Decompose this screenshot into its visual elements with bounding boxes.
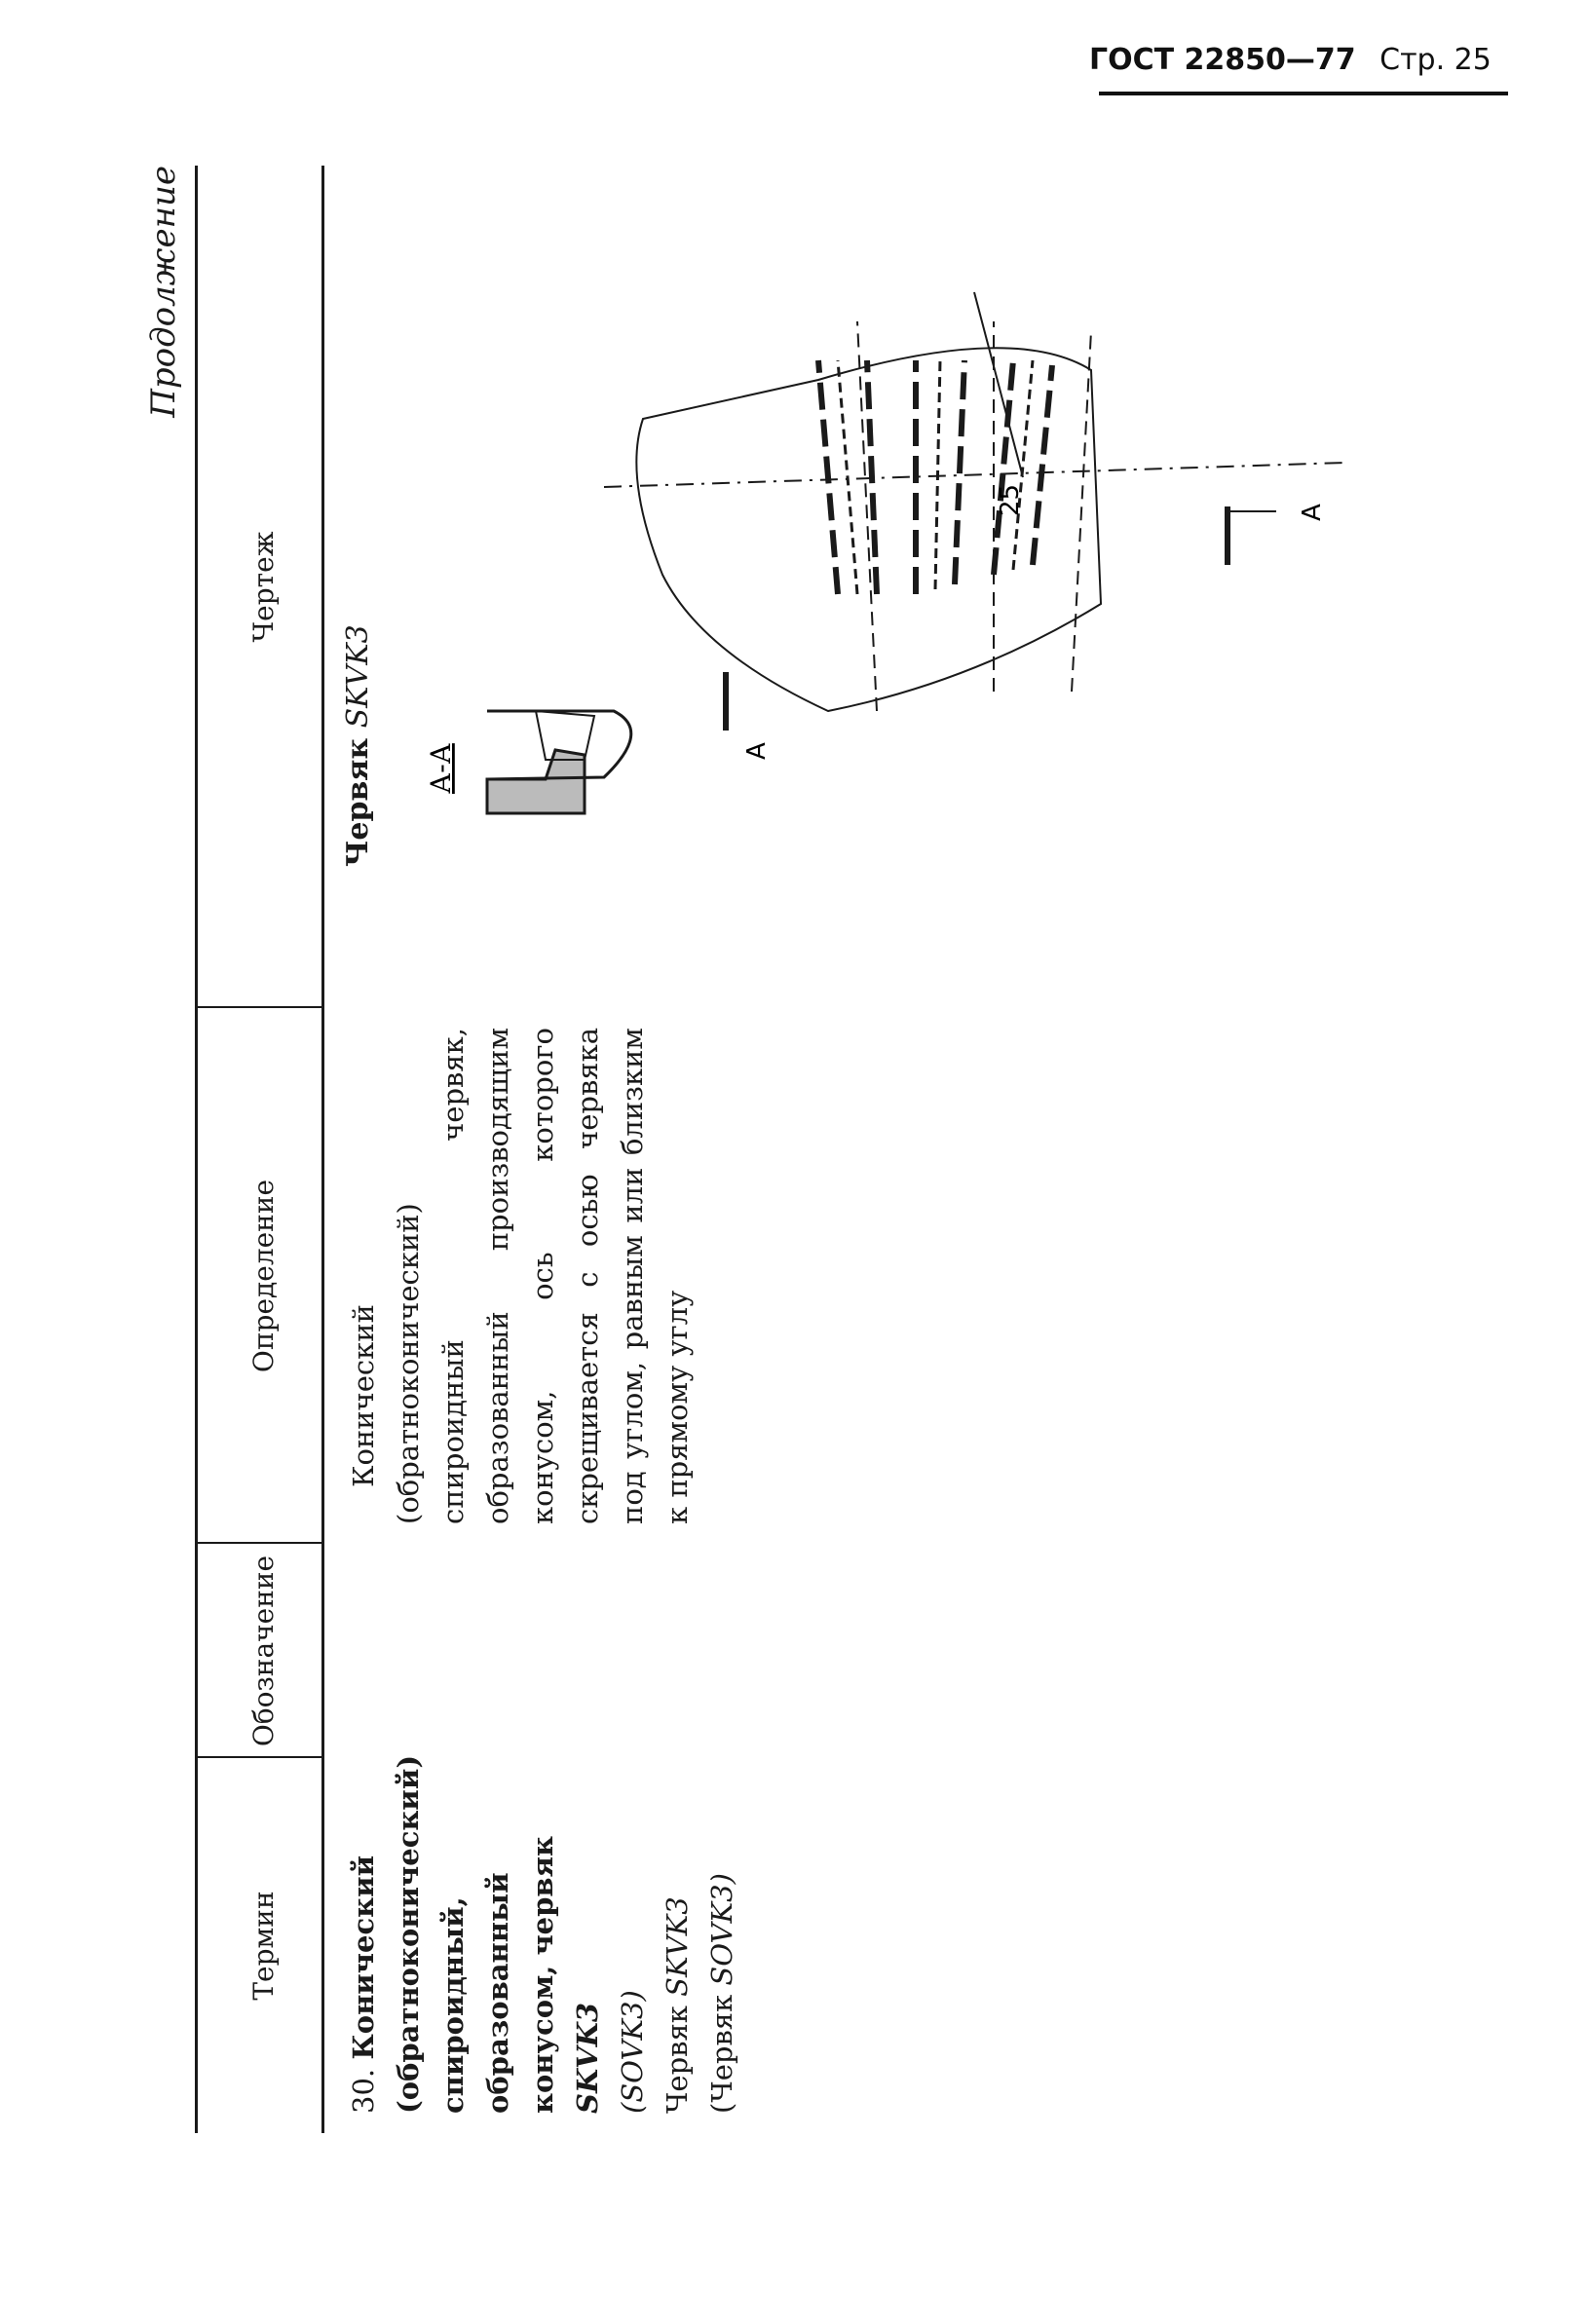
term-title: Конический (обратноконический) спироидный, образованный конусом, червяк: [347, 1754, 559, 2114]
worm-drawing: [195, 166, 1520, 1003]
continued-label: Продолжение: [144, 166, 183, 418]
cut-label-top: А: [1298, 504, 1327, 521]
term-code: SKVK3: [571, 2002, 604, 2114]
term-cell: [341, 1754, 744, 2114]
standard-number: ГОСТ 22850—77: [1089, 43, 1356, 77]
worm-body: [604, 321, 1344, 711]
drawing-title: Червяк SKVK3: [341, 624, 375, 867]
section-view: [425, 711, 631, 813]
section-label: А-А: [425, 743, 457, 794]
short-name-1: Червяк SKVK3: [661, 1896, 694, 2114]
rotated-table-page: [144, 166, 1520, 2133]
page-header: [1089, 43, 1505, 77]
page-number: Стр. 25: [1379, 43, 1492, 77]
short-name-2: (Червяк SOVK3): [705, 1873, 738, 2114]
column-header-term: Термин: [246, 1891, 280, 2001]
term-number: 30.: [347, 2068, 380, 2114]
definition-cell: Конический (обратноконический) спироидный червяк, образованный производящим конусом, ось которого скрещивается с осью червяка под углом, равным или близким к прямому углу: [347, 1028, 694, 1524]
cut-label-bottom: А: [742, 742, 772, 760]
cut-markers: [726, 504, 1327, 760]
term-code-alt: (SOVK3): [616, 1990, 649, 2114]
callout-number: 25: [996, 483, 1025, 516]
column-header-drawing: Чертеж: [246, 531, 280, 643]
column-header-designation: Обозначение: [246, 1555, 280, 1747]
header-rule: [1099, 92, 1508, 95]
column-header-definition: Определение: [246, 1179, 280, 1373]
